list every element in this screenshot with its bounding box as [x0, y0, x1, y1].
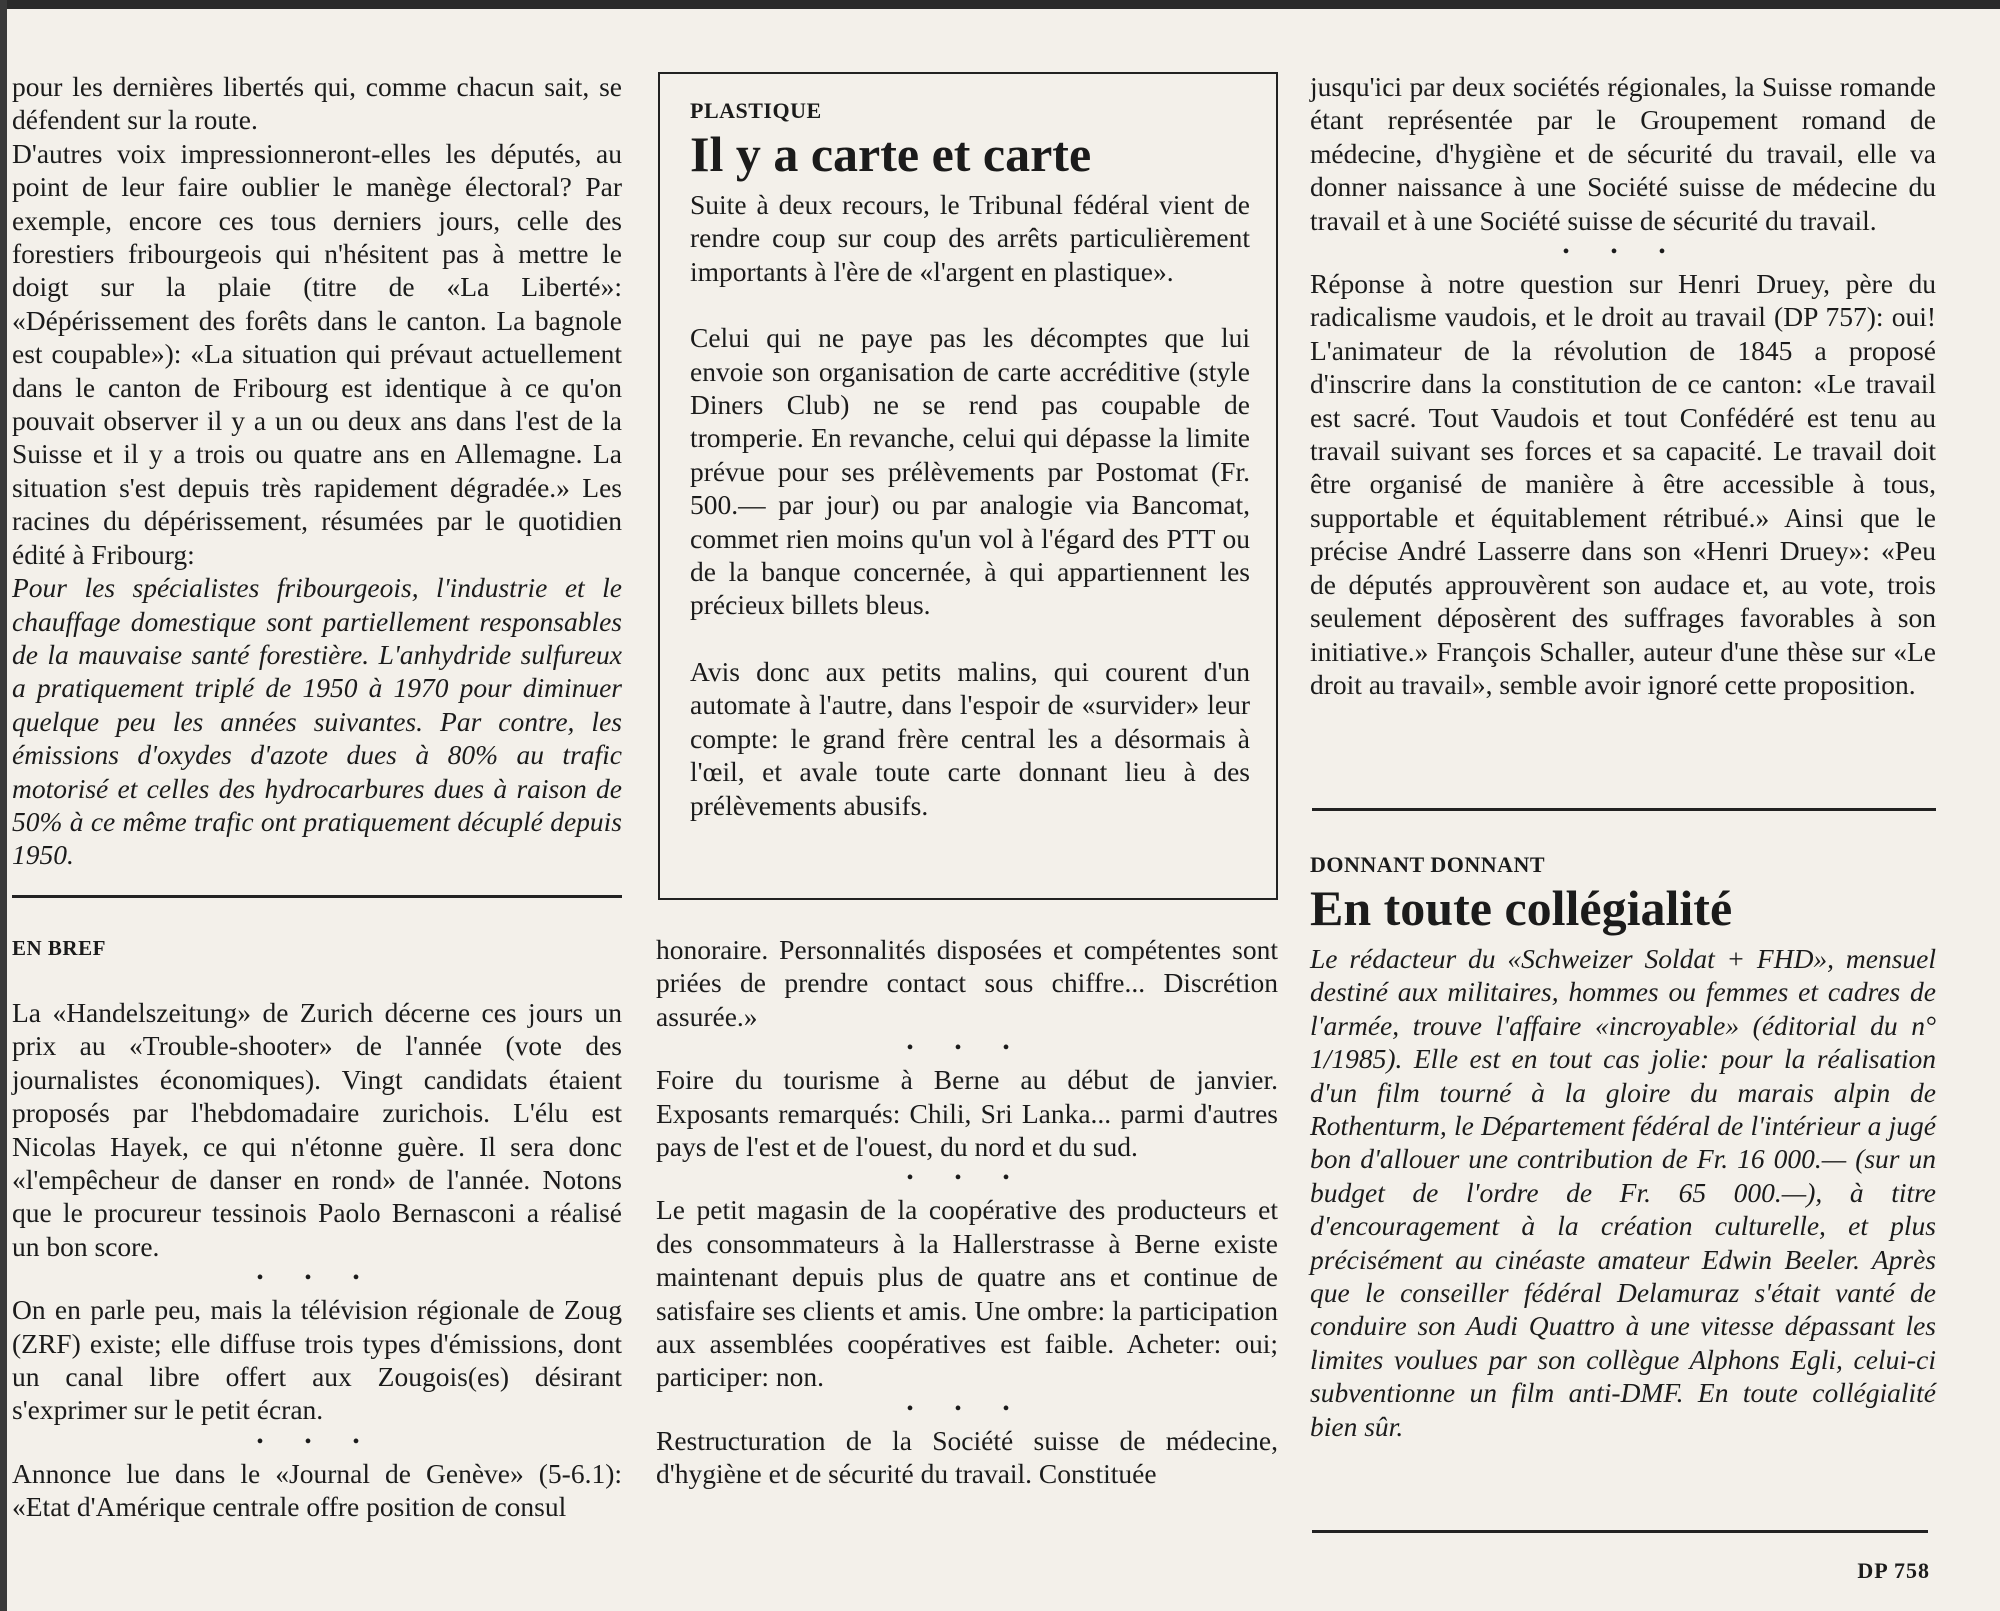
- col3-paragraph-1: jusqu'ici par deux sociétés régionales, la Suisse romande étant représentée par le Groupement romand de médecine, d'hygiène et de sécurité du travail, elle va donner naissance à une Société suisse de médecine du travail et à une Société suisse de sécurité du travail.: [1310, 71, 1936, 236]
- en-bref-kicker: EN BREF: [12, 936, 106, 960]
- col1-quote-italic: Pour les spécialistes fribourgeois, l'industrie et le chauffage domestique sont partiellement responsables de la mauvaise santé forestière. L'anhydride sulfureux a pratiquement triplé de 1950 à 1970 pour diminuer quelque peu les années suivantes. Par contre, les émissions d'oxydes d'azote dues à 80% au trafic motorisé et celles des hydrocarbures dues à raison de 50% à ce même trafic ont pratiquement décuplé depuis 1950.: [12, 572, 622, 871]
- bref-item-1: La «Handelszeitung» de Zurich décerne ces jours un prix au «Trouble-shooter» de l'année (vote des journalistes économiques). Vingt candidats étaient proposés par l'hebdomadaire zurichois. L'élu est Nicolas Hayek, ce qui n'étonne guère. Il sera donc «l'empêcheur de danser en rond» de l'année. Notons que le procureur tessinois Paolo Bernasconi a réalisé un bon score.: [12, 997, 622, 1262]
- donnant-paragraph: Le rédacteur du «Schweizer Soldat + FHD», mensuel destiné aux militaires, hommes ou femmes et cadres de l'armée, trouve l'affaire «incroyable» (éditorial du n° 1/1985). Elle est en tout cas jolie: pour la réalisation d'un film tourné à la gloire du marais alpin de Rothenturm, le Département fédéral de l'intérieur a jugé bon d'allouer une contribution de Fr. 16 000.— (sur un budget de l'ordre de Fr. 65 000.—), à titre d'encouragement à la création culturelle, et plus précisément au cinéaste amateur Edwin Beeler. Après que le conseiller fédéral Delamuraz s'était vanté de conduire son Audi Quattro à une vitesse dépassant les limites voulues par son collègue Alphons Egli, celui-ci subventionne un film anti-DMF. En toute collégialité bien sûr.: [1310, 943, 1936, 1442]
- star-separator: • • •: [906, 1397, 1028, 1420]
- plastique-title: Il y a carte et carte: [690, 126, 1092, 182]
- bref-item-2: On en parle peu, mais la télévision régionale de Zoug (ZRF) existe; elle diffuse trois types d'émissions, dont un canal libre offert aux Zougois(es) désirant s'exprimer sur le petit écran.: [12, 1294, 622, 1426]
- page-footer: DP 758: [1857, 1558, 1930, 1583]
- column-right: [1310, 70, 1936, 701]
- plastique-paragraph-3: Avis donc aux petits malins, qui courent d'un automate à l'autre, dans l'espoir de «survider» leur compte: le grand frère central les a désormais à l'œil, et avale toute carte donnant lieu à des prélèvements abusifs.: [690, 655, 1250, 821]
- spacer: [12, 963, 622, 996]
- consul-ad-continuation: honoraire. Personnalités disposées et compétentes sont priées de prendre contact sous chiffre... Discrétion assurée.»: [656, 934, 1278, 1032]
- druey-paragraph: Réponse à notre question sur Henri Druey, père du radicalisme vaudois, et le droit au travail (DP 757): oui! L'animateur de la révolution de 1845 a proposé d'inscrire dans la constitution de ce canton: «Le travail est sacré. Tout Vaudois et tout Confédéré est tenu au travail suivant ses forces et sa capacité. Le travail doit être organisé de manière à être accessible à tous, supportable et équitablement rétribué.» Ainsi que le précise André Lasserre dans son «Henri Druey»: «Peu de députés approuvèrent son audace et, au vote, trois seulement déposèrent des suffrages favorables à son initiative.» François Schaller, auteur d'une thèse sur «Le droit au travail», semble avoir ignoré cette proposition.: [1310, 268, 1936, 700]
- donnant-section: [1310, 850, 1936, 1443]
- plastique-box: [658, 72, 1278, 900]
- star-separator: • • •: [256, 1267, 378, 1290]
- plastique-paragraph-1: Suite à deux recours, le Tribunal fédéral vient de rendre coup sur coup des arrêts particulièrement importants à l'ère de «l'argent en plastique».: [690, 189, 1250, 287]
- en-bref-section: [12, 933, 622, 1524]
- donnant-title: En toute collégialité: [1310, 880, 1733, 936]
- column-left: [12, 70, 622, 872]
- col1-divider: [12, 895, 622, 898]
- page-top-border: [0, 0, 2000, 9]
- col3-divider: [1312, 808, 1936, 811]
- col1-paragraph-1: pour les dernières libertés qui, comme chacun sait, se défendent sur la route.: [12, 71, 622, 136]
- cooperative-item: Le petit magasin de la coopérative des producteurs et des consommateurs à la Hallerstrasse à Berne existe maintenant depuis plus de quatre ans et continue de satisfaire ses clients et amis. Une ombre: la participation aux assemblées coopératives est faible. Acheter: oui; participer: non.: [656, 1194, 1278, 1393]
- star-separator: • • •: [1562, 241, 1684, 264]
- plastique-kicker: PLASTIQUE: [690, 98, 822, 123]
- tourism-fair-item: Foire du tourisme à Berne au début de janvier. Exposants remarqués: Chili, Sri Lanka... parmi d'autres pays de l'est et de l'ouest, du nord et du sud.: [656, 1064, 1278, 1163]
- page-left-edge: [0, 0, 7, 1611]
- col2-continuation: [656, 933, 1278, 1491]
- donnant-kicker: DONNANT DONNANT: [1310, 852, 1546, 877]
- star-separator: • • •: [256, 1430, 378, 1453]
- bref-item-3: Annonce lue dans le «Journal de Genève» (5-6.1): «Etat d'Amérique centrale offre position de consul: [12, 1457, 622, 1523]
- star-separator: • • •: [906, 1037, 1028, 1060]
- spacer: [690, 622, 1250, 655]
- plastique-paragraph-2: Celui qui ne paye pas les décomptes que lui envoie son organisation de carte accréditive (style Diners Club) ne se rend pas coupable de tromperie. En revanche, celui qui dépasse la limite prévue pour ses prélèvements par Postomat (Fr. 500.— par jour) ou par analogie via Bancomat, commet rien moins qu'un vol à l'égard des PTT ou de la banque concernée, à qui appartiennent les précieux billets bleus.: [690, 322, 1250, 621]
- col1-paragraph-2: D'autres voix impressionneront-elles les députés, au point de leur faire oublier le manège électoral? Par exemple, encore ces tous derniers jours, celle des forestiers fribourgeois qui n'hésitent pas à mettre le doigt sur la plaie (titre de «La Liberté»: «Dépérissement des forêts dans le canton. La bagnole est coupable»): «La situation qui prévaut actuellement dans le canton de Fribourg est identique à ce qu'on pouvait observer il y a un ou deux ans dans l'est de la Suisse et il y a trois ou quatre ans en Allemagne. La situation s'est depuis très rapidement dégradée.» Les racines du dépérissement, résumées par le quotidien édité à Fribourg:: [12, 137, 622, 570]
- col3-bottom-divider: [1312, 1530, 1928, 1533]
- star-separator: • • •: [906, 1167, 1028, 1190]
- restructuration-item: Restructuration de la Société suisse de médecine, d'hygiène et de sécurité du travail. Constituée: [656, 1424, 1278, 1490]
- plastique-article: [690, 96, 1250, 822]
- spacer: [690, 288, 1250, 321]
